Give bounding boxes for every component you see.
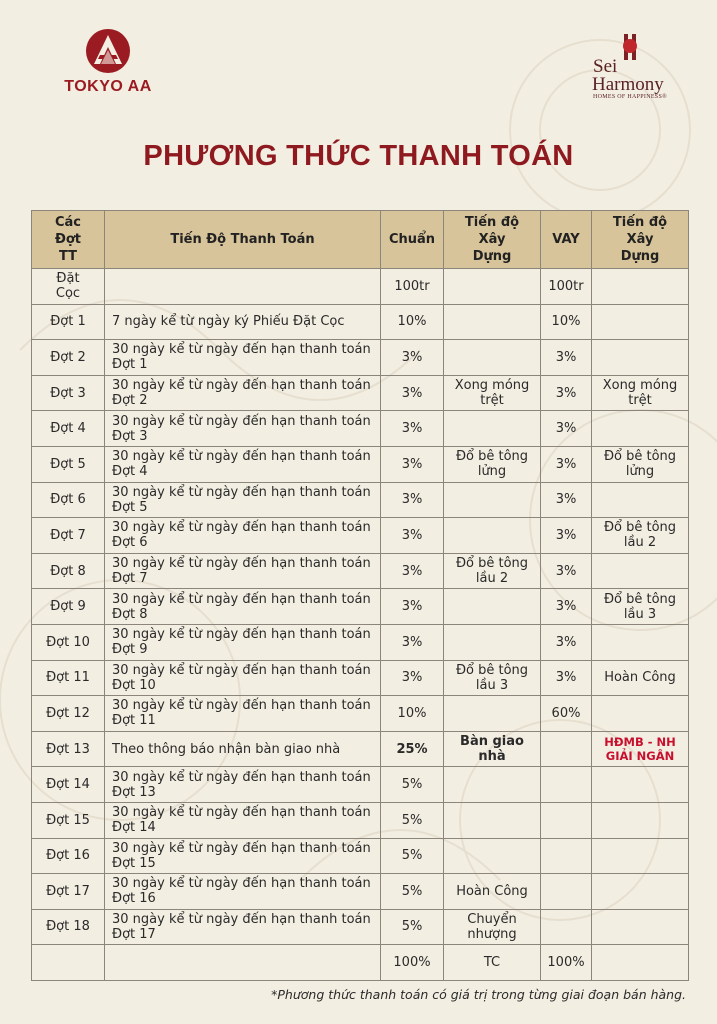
table-cell: Đợt 5 bbox=[32, 446, 105, 482]
table-cell: 30 ngày kể từ ngày đến hạn thanh toán Đợt 1 bbox=[105, 340, 381, 376]
table-row bbox=[32, 269, 689, 305]
table-cell: Đợt 17 bbox=[32, 874, 105, 910]
table-cell: Đợt 7 bbox=[32, 518, 105, 554]
table-cell: 5% bbox=[381, 767, 444, 803]
table-cell: Đợt 6 bbox=[32, 482, 105, 518]
table-cell: 100% bbox=[381, 945, 444, 981]
table-cell: 30 ngày kể từ ngày đến hạn thanh toán Đợt 2 bbox=[105, 375, 381, 411]
table-cell bbox=[592, 553, 689, 589]
table-cell: 30 ngày kể từ ngày đến hạn thanh toán Đợt 10 bbox=[105, 660, 381, 696]
table-cell: Đợt 18 bbox=[32, 909, 105, 945]
table-cell: 100tr bbox=[541, 269, 592, 305]
table-cell: 30 ngày kể từ ngày đến hạn thanh toán Đợt 11 bbox=[105, 696, 381, 732]
table-cell: 5% bbox=[381, 838, 444, 874]
table-cell: 3% bbox=[541, 624, 592, 660]
tokyo-aa-logo bbox=[58, 28, 158, 96]
table-row bbox=[32, 660, 689, 696]
table-cell bbox=[444, 589, 541, 625]
table-cell: 10% bbox=[381, 304, 444, 340]
table-cell: 3% bbox=[541, 589, 592, 625]
table-cell: Đổ bê tông lầu 2 bbox=[592, 518, 689, 554]
table-row bbox=[32, 945, 689, 981]
table-cell bbox=[541, 909, 592, 945]
sei-harmony-mark-icon bbox=[619, 32, 641, 62]
footnote: *Phương thức thanh toán có giá trị trong từng giai đoạn bán hàng. bbox=[271, 987, 686, 1002]
table-cell: 30 ngày kể từ ngày đến hạn thanh toán Đợt 17 bbox=[105, 909, 381, 945]
table-cell bbox=[444, 482, 541, 518]
table-cell bbox=[592, 696, 689, 732]
table-row bbox=[32, 624, 689, 660]
table-cell bbox=[444, 767, 541, 803]
table-cell: 25% bbox=[381, 731, 444, 767]
table-cell: 30 ngày kể từ ngày đến hạn thanh toán Đợt 7 bbox=[105, 553, 381, 589]
table-cell: Xong móng trệt bbox=[444, 375, 541, 411]
table-cell: Hoàn Công bbox=[444, 874, 541, 910]
table-cell: 3% bbox=[541, 553, 592, 589]
table-cell: 5% bbox=[381, 874, 444, 910]
page-title: PHƯƠNG THỨC THANH TOÁN bbox=[143, 140, 574, 172]
table-cell: Theo thông báo nhận bàn giao nhà bbox=[105, 731, 381, 767]
table-cell bbox=[592, 909, 689, 945]
table-cell: Đợt 15 bbox=[32, 802, 105, 838]
table-cell bbox=[592, 624, 689, 660]
table-row bbox=[32, 874, 689, 910]
table-cell: 30 ngày kể từ ngày đến hạn thanh toán Đợt 13 bbox=[105, 767, 381, 803]
table-cell: Đổ bê tông lầu 3 bbox=[444, 660, 541, 696]
table-cell: 30 ngày kể từ ngày đến hạn thanh toán Đợt 4 bbox=[105, 446, 381, 482]
table-cell: HĐMB - NH GIẢI NGÂN bbox=[592, 731, 689, 767]
table-cell: Đợt 10 bbox=[32, 624, 105, 660]
header-cell: VAY bbox=[541, 211, 592, 269]
table-cell: 5% bbox=[381, 802, 444, 838]
header-cell: Các Đợt TT bbox=[32, 211, 105, 269]
table-cell bbox=[592, 874, 689, 910]
table-row bbox=[32, 340, 689, 376]
table-cell: 3% bbox=[381, 482, 444, 518]
table-cell: Đợt 1 bbox=[32, 304, 105, 340]
table-cell: 3% bbox=[381, 446, 444, 482]
table-cell: 3% bbox=[541, 375, 592, 411]
table-cell: 10% bbox=[381, 696, 444, 732]
sei-harmony-tagline: HOMES OF HAPPINESS® bbox=[593, 94, 667, 100]
table-cell bbox=[444, 518, 541, 554]
table-cell: Đợt 8 bbox=[32, 553, 105, 589]
header-cell: Tiến Độ Thanh Toán bbox=[105, 211, 381, 269]
table-cell bbox=[541, 838, 592, 874]
table-row bbox=[32, 553, 689, 589]
table-cell: 3% bbox=[381, 660, 444, 696]
table-cell bbox=[592, 767, 689, 803]
table-cell: 3% bbox=[381, 589, 444, 625]
table-cell bbox=[592, 269, 689, 305]
table-cell: 100% bbox=[541, 945, 592, 981]
table-row bbox=[32, 838, 689, 874]
sei-harmony-word-1: Sei bbox=[593, 56, 618, 77]
table-row bbox=[32, 518, 689, 554]
table-cell bbox=[541, 731, 592, 767]
table-cell bbox=[444, 411, 541, 447]
payment-schedule-table bbox=[31, 210, 689, 981]
sei-harmony-logo bbox=[585, 36, 685, 100]
sei-harmony-word-2: Harmony bbox=[592, 74, 664, 95]
table-cell: 30 ngày kể từ ngày đến hạn thanh toán Đợt 16 bbox=[105, 874, 381, 910]
table-cell bbox=[444, 624, 541, 660]
table-row bbox=[32, 802, 689, 838]
header-cell: Tiến độ Xây Dựng bbox=[444, 211, 541, 269]
table-cell: 3% bbox=[381, 624, 444, 660]
table-cell: Đổ bê tông lửng bbox=[444, 446, 541, 482]
table-cell: Đợt 16 bbox=[32, 838, 105, 874]
table-row bbox=[32, 731, 689, 767]
table-cell: Đợt 12 bbox=[32, 696, 105, 732]
table-row bbox=[32, 767, 689, 803]
table-cell bbox=[444, 269, 541, 305]
table-cell bbox=[105, 269, 381, 305]
table-row bbox=[32, 446, 689, 482]
table-cell bbox=[592, 802, 689, 838]
table-cell: 100tr bbox=[381, 269, 444, 305]
table-cell: 3% bbox=[381, 518, 444, 554]
table-row bbox=[32, 696, 689, 732]
table-cell: Chuyển nhượng bbox=[444, 909, 541, 945]
table-cell bbox=[444, 838, 541, 874]
table-cell: 30 ngày kể từ ngày đến hạn thanh toán Đợt 15 bbox=[105, 838, 381, 874]
table-header-row bbox=[32, 211, 689, 269]
tokyo-aa-emblem-icon bbox=[85, 28, 131, 74]
table-cell: 30 ngày kể từ ngày đến hạn thanh toán Đợt 14 bbox=[105, 802, 381, 838]
table-row bbox=[32, 304, 689, 340]
table-cell: 30 ngày kể từ ngày đến hạn thanh toán Đợt 5 bbox=[105, 482, 381, 518]
table-cell: Đợt 11 bbox=[32, 660, 105, 696]
table-row bbox=[32, 482, 689, 518]
table-cell: Đổ bê tông lầu 3 bbox=[592, 589, 689, 625]
table-cell bbox=[592, 411, 689, 447]
header-cell: Chuẩn bbox=[381, 211, 444, 269]
table-cell: 3% bbox=[541, 340, 592, 376]
table-cell: Bàn giao nhà bbox=[444, 731, 541, 767]
table-cell bbox=[444, 304, 541, 340]
table-cell: 3% bbox=[541, 482, 592, 518]
table-row bbox=[32, 375, 689, 411]
table-cell bbox=[592, 838, 689, 874]
table-cell: 30 ngày kể từ ngày đến hạn thanh toán Đợt 9 bbox=[105, 624, 381, 660]
table-cell bbox=[32, 945, 105, 981]
table-row bbox=[32, 589, 689, 625]
table-cell: Đổ bê tông lửng bbox=[592, 446, 689, 482]
table-cell: Đợt 3 bbox=[32, 375, 105, 411]
table-cell: 3% bbox=[541, 518, 592, 554]
table-cell: 3% bbox=[541, 446, 592, 482]
header-cell: Tiến độ Xây Dựng bbox=[592, 211, 689, 269]
table-cell: Đợt 14 bbox=[32, 767, 105, 803]
table-cell bbox=[592, 304, 689, 340]
table-row bbox=[32, 411, 689, 447]
table-cell: 7 ngày kể từ ngày ký Phiếu Đặt Cọc bbox=[105, 304, 381, 340]
table-cell: 3% bbox=[541, 660, 592, 696]
table-cell: 3% bbox=[381, 340, 444, 376]
table-cell bbox=[105, 945, 381, 981]
table-cell: 3% bbox=[381, 411, 444, 447]
table-cell: Hoàn Công bbox=[592, 660, 689, 696]
table-row bbox=[32, 909, 689, 945]
table-cell bbox=[592, 340, 689, 376]
table-cell bbox=[592, 482, 689, 518]
table-cell bbox=[444, 340, 541, 376]
table-cell: 30 ngày kể từ ngày đến hạn thanh toán Đợt 8 bbox=[105, 589, 381, 625]
table-cell: 30 ngày kể từ ngày đến hạn thanh toán Đợt 3 bbox=[105, 411, 381, 447]
table-cell: 30 ngày kể từ ngày đến hạn thanh toán Đợt 6 bbox=[105, 518, 381, 554]
table-cell: Đặt Cọc bbox=[32, 269, 105, 305]
table-cell: 3% bbox=[381, 375, 444, 411]
table-cell bbox=[541, 767, 592, 803]
table-cell: Xong móng trệt bbox=[592, 375, 689, 411]
table-cell bbox=[541, 802, 592, 838]
table-cell: 60% bbox=[541, 696, 592, 732]
tokyo-aa-brand-text: TOKYO AA bbox=[64, 78, 152, 95]
table-cell: 3% bbox=[381, 553, 444, 589]
table-cell: 3% bbox=[541, 411, 592, 447]
table-cell bbox=[592, 945, 689, 981]
table-cell bbox=[444, 696, 541, 732]
table-cell: Đợt 9 bbox=[32, 589, 105, 625]
table-cell: 10% bbox=[541, 304, 592, 340]
table-cell: Đợt 2 bbox=[32, 340, 105, 376]
table-cell bbox=[444, 802, 541, 838]
table-cell: 5% bbox=[381, 909, 444, 945]
table-cell: TC bbox=[444, 945, 541, 981]
table-cell: Đợt 13 bbox=[32, 731, 105, 767]
table-cell: Đợt 4 bbox=[32, 411, 105, 447]
table-cell bbox=[541, 874, 592, 910]
table-cell: Đổ bê tông lầu 2 bbox=[444, 553, 541, 589]
